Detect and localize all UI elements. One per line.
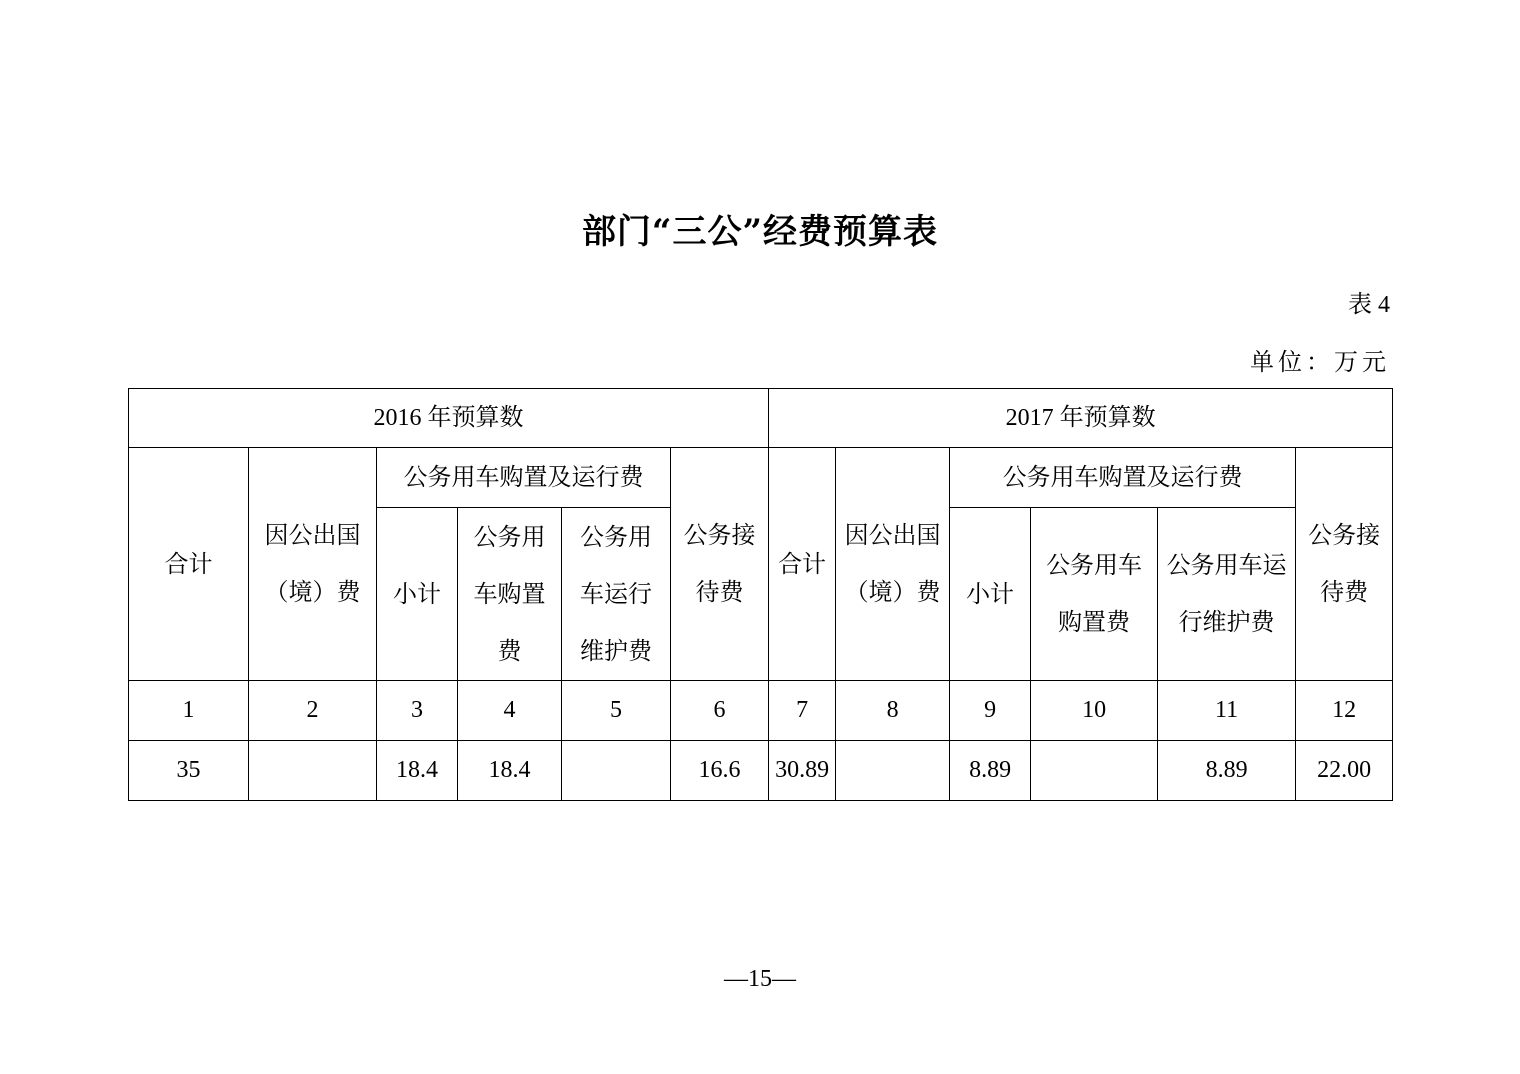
table-number: 表 4 xyxy=(1348,292,1390,318)
header-vehicle-purchase-2016-text: 公务用车购置费 xyxy=(473,522,546,665)
column-number: 11 xyxy=(1158,681,1296,741)
value-cell: 35 xyxy=(129,741,249,801)
header-vehicle-group-2017: 公务用车购置及运行费 xyxy=(950,448,1296,508)
column-number: 4 xyxy=(458,681,562,741)
column-number: 1 xyxy=(129,681,249,741)
budget-table xyxy=(128,388,1393,801)
column-number: 5 xyxy=(562,681,671,741)
header-reception-2017 xyxy=(1296,448,1393,681)
header-vehicle-operation-2016 xyxy=(562,508,671,681)
column-number: 6 xyxy=(671,681,769,741)
header-total-2016: 合计 xyxy=(129,448,249,681)
value-cell: 30.89 xyxy=(769,741,836,801)
column-number: 10 xyxy=(1031,681,1158,741)
value-cell: 18.4 xyxy=(377,741,458,801)
header-reception-2017-text: 公务接待费 xyxy=(1308,521,1381,606)
column-number: 7 xyxy=(769,681,836,741)
value-cell xyxy=(1031,741,1158,801)
column-number: 12 xyxy=(1296,681,1393,741)
value-cell: 18.4 xyxy=(458,741,562,801)
column-number: 9 xyxy=(950,681,1031,741)
header-vehicle-purchase-2017-text: 公务用车购置费 xyxy=(1046,551,1143,636)
value-cell xyxy=(836,741,950,801)
page-title: 部门“三公”经费预算表 xyxy=(581,212,939,252)
column-number: 8 xyxy=(836,681,950,741)
header-vehicle-purchase-2017 xyxy=(1031,508,1158,681)
header-abroad-2017 xyxy=(836,448,950,681)
page-number: —15— xyxy=(724,966,796,992)
value-cell: 8.89 xyxy=(950,741,1031,801)
header-abroad-2016-text: 因公出国（境）费 xyxy=(264,521,361,606)
column-number: 3 xyxy=(377,681,458,741)
header-subtotal-2017: 小计 xyxy=(950,508,1031,681)
column-number: 2 xyxy=(249,681,377,741)
value-cell: 22.00 xyxy=(1296,741,1393,801)
header-vehicle-operation-2017 xyxy=(1158,508,1296,681)
header-abroad-2017-text: 因公出国（境）费 xyxy=(844,521,941,606)
header-2016-budget: 2016 年预算数 xyxy=(129,389,769,448)
header-vehicle-operation-2016-text: 公务用车运行维护费 xyxy=(580,522,652,665)
header-total-2017: 合计 xyxy=(769,448,836,681)
value-row xyxy=(129,741,1393,801)
column-number-row xyxy=(129,681,1393,741)
value-cell: 8.89 xyxy=(1158,741,1296,801)
header-vehicle-operation-2017-text: 公务用车运行维护费 xyxy=(1166,551,1287,636)
value-cell: 16.6 xyxy=(671,741,769,801)
value-cell xyxy=(562,741,671,801)
header-vehicle-group-2016: 公务用车购置及运行费 xyxy=(377,448,671,508)
unit-label: 单位：万元 xyxy=(1250,348,1390,376)
header-2017-budget: 2017 年预算数 xyxy=(769,389,1393,448)
header-abroad-2016 xyxy=(249,448,377,681)
header-reception-2016 xyxy=(671,448,769,681)
header-vehicle-purchase-2016 xyxy=(458,508,562,681)
header-reception-2016-text: 公务接待费 xyxy=(683,521,756,606)
value-cell xyxy=(249,741,377,801)
header-subtotal-2016: 小计 xyxy=(377,508,458,681)
